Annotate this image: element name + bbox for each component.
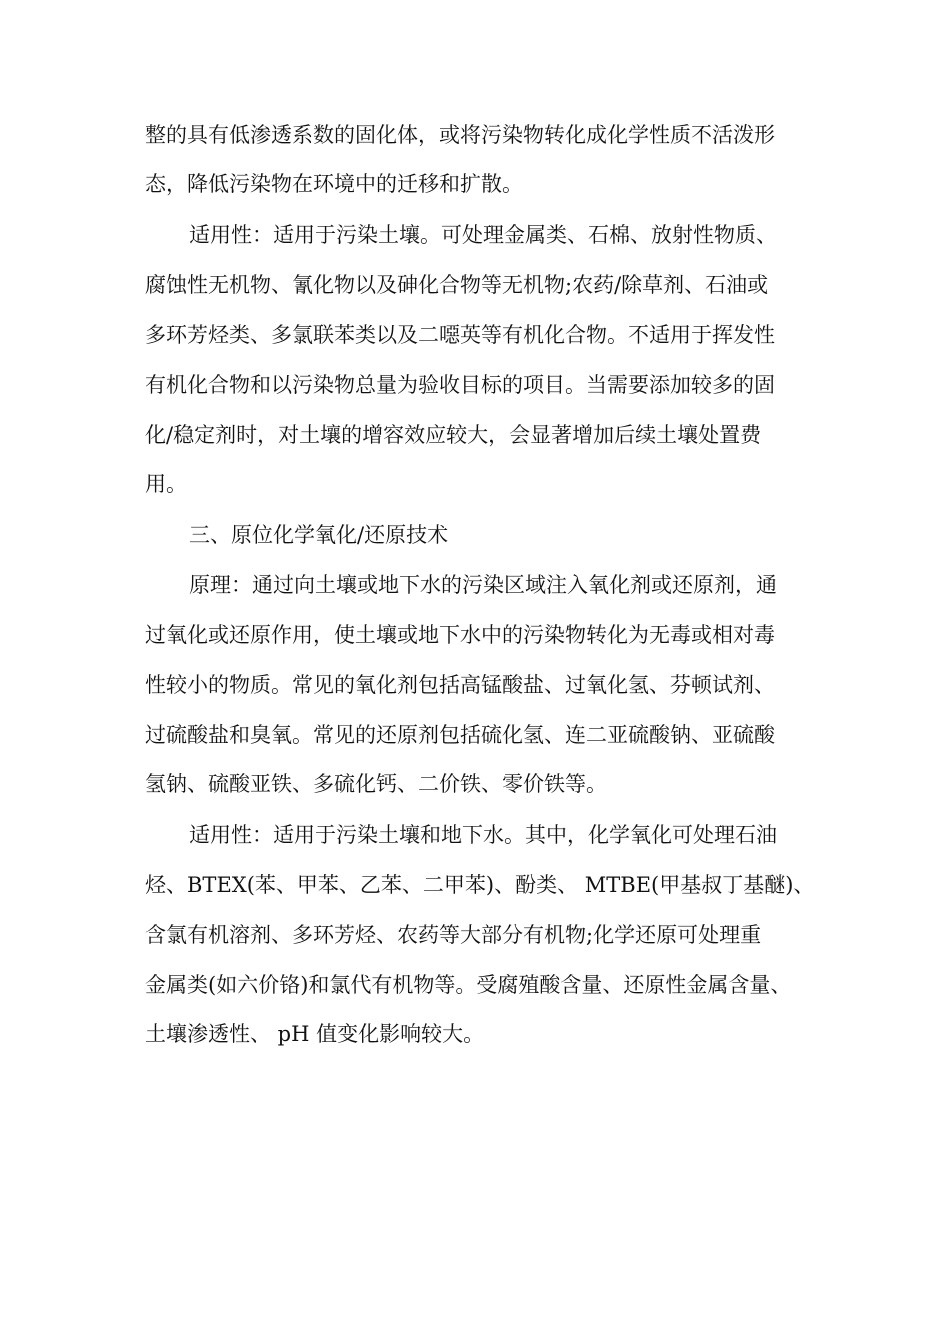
paragraph-line: 有机化合物和以污染物总量为验收目标的项目。当需要添加较多的固 <box>145 373 775 397</box>
paragraph-line: 化/稳定剂时，对土壤的增容效应较大，会显著增加后续土壤处置费 <box>145 423 762 447</box>
paragraph-line: 烃、BTEX(苯、甲苯、乙苯、二甲苯)、酚类、 MTBE(甲基叔丁基醚)、 <box>145 873 815 897</box>
paragraph-line: 多环芳烃类、多氯联苯类以及二噁英等有机化合物。不适用于挥发性 <box>145 323 775 347</box>
paragraph-line: 态，降低污染物在环境中的迁移和扩散。 <box>145 172 523 196</box>
paragraph-line: 用。 <box>145 472 187 496</box>
paragraph-line: 适用性：适用于污染土壤和地下水。其中，化学氧化可处理石油 <box>189 823 777 847</box>
section-heading: 三、原位化学氧化/还原技术 <box>189 523 449 547</box>
paragraph-line: 土壤渗透性、 pH 值变化影响较大。 <box>145 1022 485 1046</box>
paragraph-line: 氢钠、硫酸亚铁、多硫化钙、二价铁、零价铁等。 <box>145 772 607 796</box>
paragraph-line: 原理：通过向土壤或地下水的污染区域注入氧化剂或还原剂，通 <box>189 573 777 597</box>
paragraph-line: 适用性：适用于污染土壤。可处理金属类、石棉、放射性物质、 <box>189 223 777 247</box>
paragraph-line: 腐蚀性无机物、氰化物以及砷化合物等无机物;农药/除草剂、石油或 <box>145 273 769 297</box>
paragraph-line: 过硫酸盐和臭氧。常见的还原剂包括硫化氢、连二亚硫酸钠、亚硫酸 <box>145 723 775 747</box>
paragraph-line: 金属类(如六价铬)和氯代有机物等。受腐殖酸含量、还原性金属含量、 <box>145 973 792 997</box>
paragraph-line: 过氧化或还原作用，使土壤或地下水中的污染物转化为无毒或相对毒 <box>145 623 775 647</box>
paragraph-line: 性较小的物质。常见的氧化剂包括高锰酸盐、过氧化氢、芬顿试剂、 <box>145 673 775 697</box>
paragraph-line: 整的具有低渗透系数的固化体，或将污染物转化成化学性质不活泼形 <box>145 123 775 147</box>
paragraph-line: 含氯有机溶剂、多环芳烃、农药等大部分有机物;化学还原可处理重 <box>145 923 762 947</box>
